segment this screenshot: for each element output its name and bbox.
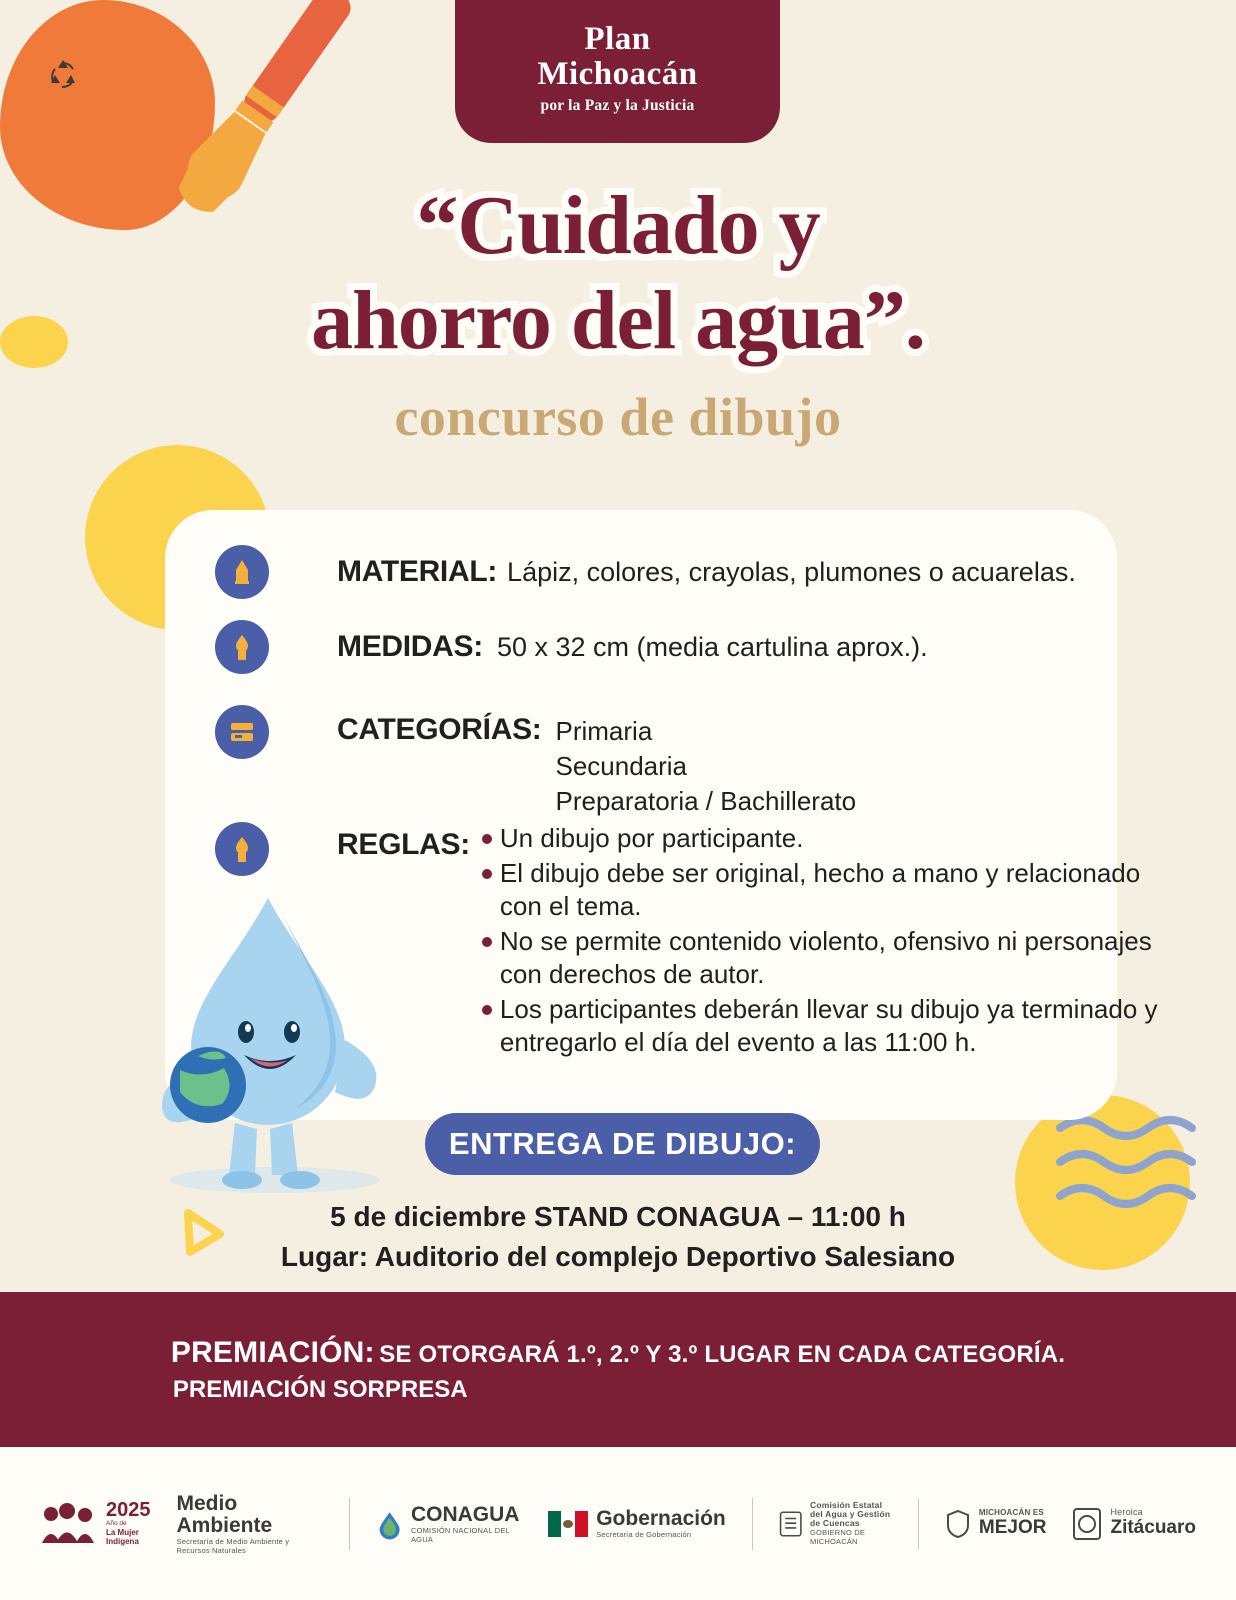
conagua-drop-icon [376,1508,403,1540]
medio-ambiente-title: Medio Ambiente [176,1491,273,1537]
entrega-details [0,1197,1236,1277]
mujer-year: 2025 [106,1499,151,1521]
recycle-icon [44,55,82,93]
poster-title [0,178,1236,448]
books-icon [215,705,269,759]
logo-gobernacion [548,1508,726,1539]
michoacan-seal-icon [779,1507,802,1541]
categorias-label: CATEGORÍAS: [337,713,542,746]
ceac-line-4: GOBIERNO DE MICHOACÁN [810,1528,866,1546]
medidas-label: MEDIDAS: [337,630,483,663]
mejor-label: MEJOR [978,1517,1047,1538]
logo-mujer-indigena [40,1501,151,1547]
regla-item: Los participantes deberán llevar su dibujo ya terminado y entregarlo el día del evento a las 11:00 h. [482,993,1172,1059]
medio-ambiente-sub: Secretaría de Medio Ambiente y Recursos Naturales [176,1536,290,1555]
gobernacion-sub: Secretaría de Gobernación [596,1530,692,1539]
categorias-list [555,714,856,819]
footer-divider-3 [918,1498,919,1550]
reglas-label: REGLAS: [337,828,470,861]
badge-line-2: Michoacán [537,56,698,92]
premiacion-band [0,1292,1236,1447]
ceac-line-2: del Agua y Gestión [810,1509,891,1519]
logo-ceac [779,1501,893,1546]
entrega-line-2: Lugar: Auditorio del complejo Deportivo Salesiano [280,1241,956,1272]
badge-line-1: Plan [584,21,651,57]
brush-icon [215,620,269,674]
zitacuaro-line-1: Heroica [1110,1507,1143,1517]
conagua-sub: COMISIÓN NACIONAL DEL AGUA [410,1525,510,1544]
material-label: MATERIAL: [337,555,498,588]
regla-item: Un dibujo por participante. [482,822,1172,855]
premiacion-label: PREMIACIÓN: [170,1335,375,1369]
info-row-categorias [215,705,856,819]
zitacuaro-line-2: Zitácuaro [1110,1517,1196,1538]
pencil-icon [215,545,269,599]
categoria-item: Secundaria [555,751,688,781]
mexico-eagle-icon [548,1511,588,1537]
badge-line-3: por la Paz y la Justicia [540,97,695,114]
regla-item: No se permite contenido violento, ofensivo ni personajes con derechos de autor. [482,925,1172,991]
title-line-1: “Cuidado y [416,179,820,272]
mujer-sub-2: La Mujer [106,1528,139,1537]
material-value: Lápiz, colores, crayolas, plumones o acuarelas. [507,556,1076,587]
conagua-title: CONAGUA [410,1502,520,1526]
categoria-item: Primaria [555,716,653,746]
mujeres-illustration-icon [40,1501,98,1547]
footer-divider-1 [349,1498,350,1550]
ceac-line-1: Comisión Estatal [810,1500,883,1510]
mujer-sub-3: Indígena [106,1537,139,1546]
medidas-value: 50 x 32 cm (media cartulina aprox.). [496,631,928,662]
categoria-item: Preparatoria / Bachillerato [555,786,857,816]
entrega-line-1: 5 de diciembre STAND CONAGUA – 11:00 h [330,1201,906,1232]
logo-michoacan-es-mejor [945,1508,1047,1539]
premiacion-text-2: PREMIACIÓN SORPRESA [172,1375,468,1403]
regla-item: El dibujo debe ser original, hecho a mano y relacionado con el tema. [482,857,1172,923]
entrega-banner [425,1113,820,1175]
premiacion-text: SE OTORGARÁ 1.º, 2.º Y 3.º LUGAR EN CADA CATEGORÍA. [379,1340,1066,1368]
info-row-medidas [215,620,928,674]
info-row-material [215,545,1076,599]
entrega-banner-label: ENTREGA DE DIBUJO: [448,1126,797,1161]
logo-zitacuaro [1072,1507,1196,1541]
water-drop-mascot [140,880,400,1200]
zitacuaro-seal-icon [1072,1507,1102,1541]
ceac-line-3: de Cuencas [810,1518,860,1528]
brush-icon-2 [215,822,269,876]
footer-logos [0,1447,1236,1600]
michoacan-shield-icon [945,1509,971,1539]
reglas-list [482,822,1172,1061]
mujer-sub-1: Año de [106,1520,127,1527]
footer-divider-2 [752,1498,753,1550]
poster-subtitle: concurso de dibujo [394,387,842,447]
plan-michoacan-badge [455,0,780,143]
gobernacion-title: Gobernación [596,1507,726,1530]
title-line-2: ahorro del agua”. [311,274,925,367]
logo-conagua [376,1504,523,1544]
logo-medio-ambiente [177,1493,323,1555]
michoacan-es-label: MICHOACÁN ES [978,1508,1044,1517]
